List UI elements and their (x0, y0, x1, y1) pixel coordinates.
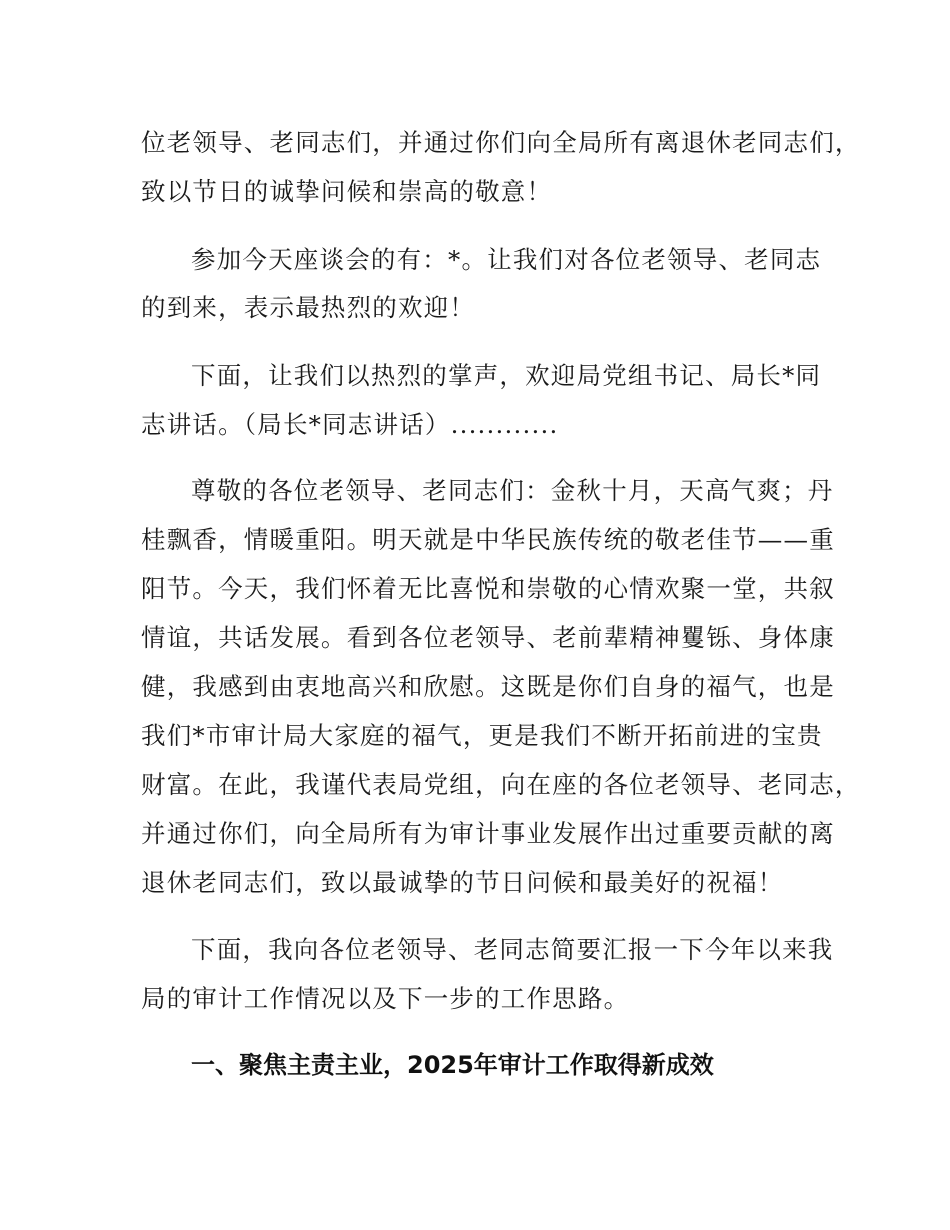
paragraph-3-line-1: 下面，让我们以热烈的掌声，欢迎局党组书记、局长*同 (191, 361, 822, 390)
paragraph-5-line-2: 局的审计工作情况以及下一步的工作思路。 (141, 984, 630, 1013)
paragraph-2-line-2: 的到来，表示最热烈的欢迎！ (141, 293, 476, 322)
paragraph-4-line-9: 退休老同志们，致以最诚挚的节日问候和最美好的祝福！ (141, 868, 784, 897)
paragraph-2-line-1: 参加今天座谈会的有：*。让我们对各位老领导、老同志 (191, 245, 822, 274)
paragraph-4-line-7: 财富。在此，我谨代表局党组，向在座的各位老领导、老同志， (141, 770, 861, 799)
paragraph-4-line-2: 桂飘香，情暖重阳。明天就是中华民族传统的敬老佳节——重 (141, 525, 835, 554)
paragraph-4-line-6: 我们*市审计局大家庭的福气，更是我们不断开拓前进的宝贵 (141, 721, 823, 750)
paragraph-4-line-1: 尊敬的各位老领导、老同志们：金秋十月，天高气爽；丹 (191, 476, 834, 505)
paragraph-4-line-4: 情谊，共话发展。看到各位老领导、老前辈精神矍铄、身体康 (141, 623, 835, 652)
paragraph-4-line-3: 阳节。今天，我们怀着无比喜悦和崇敬的心情欢聚一堂，共叙 (141, 574, 835, 603)
section-heading: 一、聚焦主责主业，2025年审计工作取得新成效 (191, 1051, 714, 1079)
paragraph-1-line-1: 位老领导、老同志们，并通过你们向全局所有离退休老同志们， (141, 128, 861, 157)
paragraph-5-line-1: 下面，我向各位老领导、老同志简要汇报一下今年以来我 (191, 935, 834, 964)
paragraph-4-line-8: 并通过你们，向全局所有为审计事业发展作出过重要贡献的离 (141, 819, 835, 848)
paragraph-1-line-2: 致以节日的诚挚问候和崇高的敬意！ (141, 177, 553, 206)
paragraph-3-line-2: 志讲话。（局长*同志讲话）............ (141, 410, 559, 439)
paragraph-4-line-5: 健，我感到由衷地高兴和欣慰。这既是你们自身的福气，也是 (141, 672, 835, 701)
